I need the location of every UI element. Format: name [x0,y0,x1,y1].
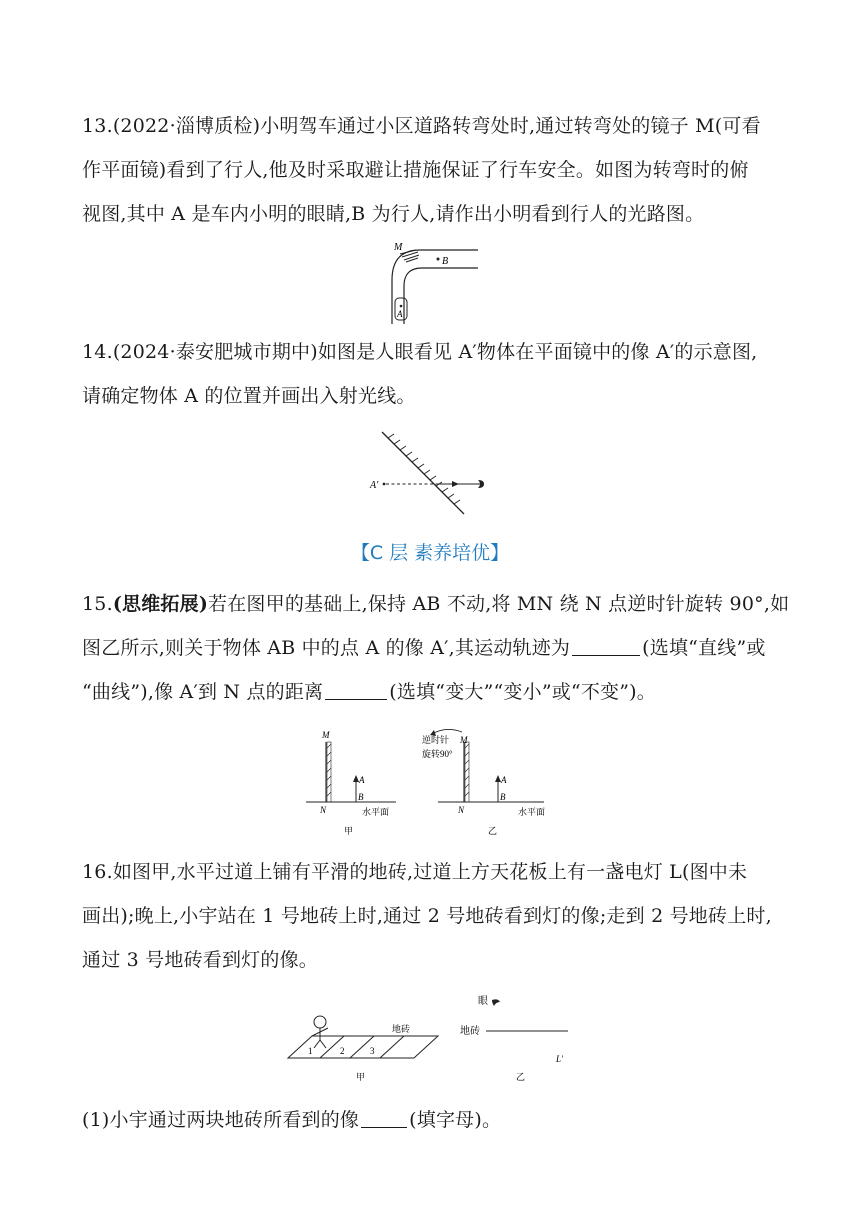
q13-line3: 视图,其中 A 是车内小明的眼睛,B 为行人,请作出小明看到行人的光路图。 [82,203,705,225]
q13-line1: 13.(2022·淄博质检)小明驾车通过小区道路转弯处时,通过转弯处的镜子 M(可看 [82,115,761,137]
q16-l-prime: L′ [556,1054,563,1064]
q15-right-a: A [501,775,507,785]
q16-tile-1: 1 [308,1046,313,1056]
q16-sub1-text-b: (填字母)。 [409,1109,502,1131]
q16-line3: 通过 3 号地砖看到灯的像。 [82,949,318,971]
q13-label-a: A [397,309,403,319]
q16-line1: 16.如图甲,水平过道上铺有平滑的地砖,过道上方天花板上有一盏电灯 L(图中未 [82,861,748,883]
question-14 [82,330,782,418]
q16-figure [284,992,574,1084]
q13-label-b: B [442,256,449,267]
q13-figure [380,240,480,325]
mirror-hatch [400,250,419,262]
q15-right-m: M [460,735,468,745]
q15-left-a: A [359,775,365,785]
q15-left-caption: 甲 [344,826,354,836]
q16-sub1 [82,1098,782,1142]
q15-line1-text: 若在图甲的基础上,保持 AB 不动,将 MN 绕 N 点逆时针旋转 90°,如 [208,593,790,615]
q15-left-m: M [322,730,330,740]
q15-line3-text-a: “曲线”),像 A′到 N 点的距离 [82,681,324,703]
q15-right-rotate-1: 逆时针 [422,735,450,745]
eye-icon [492,999,500,1006]
question-13 [82,104,782,236]
q16-eye-label: 眼 [478,996,488,1007]
person-icon [312,1016,328,1048]
q14-line1: 14.(2024·泰安肥城市期中)如图是人眼看见 A′物体在平面镜中的像 A′的示意图, [82,341,758,363]
q14-figure [370,428,490,520]
q16-sub1-text-a: (1)小宇通过两块地砖所看到的像 [82,1109,360,1131]
q16-sub1-blank[interactable] [361,1107,407,1128]
q15-line2-text-b: (选填“直线”或 [642,637,766,659]
q16-right-caption: 乙 [516,1072,526,1082]
q15-right-caption: 乙 [488,826,498,836]
q15-right-b: B [500,792,506,802]
question-16 [82,850,782,982]
q15-right-n: N [458,805,465,815]
q15-left-n: N [320,805,327,815]
question-15 [82,582,790,714]
q14-label-a-prime: A′ [370,480,379,491]
q16-left-caption: 甲 [356,1072,366,1082]
q15-line2 [82,626,782,670]
q15-line3-text-b: (选填“变大”“变小”或“不变”)。 [389,681,656,703]
q13-line2: 作平面镜)看到了行人,他及时采取避让措施保证了行车安全。如图为转弯时的俯 [82,159,749,181]
q15-number: 15. [82,593,113,615]
section-title: 【C 层 素养培优】 [350,542,510,564]
q15-line2-text-a: 图乙所示,则关于物体 AB 中的点 A 的像 A′,其运动轨迹为 [82,637,571,659]
q15-figure [300,726,570,838]
q16-sub1-line [82,1098,782,1142]
q16-left-tiles-label: 地砖 [392,1024,411,1034]
q15-line3 [82,670,782,714]
q16-tile-3: 3 [370,1046,375,1056]
q15-tag: (思维拓展) [112,593,209,615]
q13-label-m: M [394,242,403,253]
q15-left-b: B [358,792,364,802]
q15-right-rotate-2: 旋转90° [422,749,453,759]
q15-left-ground: 水平面 [362,807,390,817]
q16-line2: 画出);晚上,小宇站在 1 号地砖上时,通过 2 号地砖看到灯的像;走到 2 号地砖上时, [82,905,772,927]
q15-blank-trajectory[interactable] [572,635,640,656]
q15-right-ground: 水平面 [518,807,546,817]
q15-line1 [82,582,790,626]
q16-tile-2: 2 [340,1046,345,1056]
q14-line2: 请确定物体 A 的位置并画出入射光线。 [82,385,416,407]
q15-blank-distance[interactable] [325,679,387,700]
q16-right-tiles-label: 地砖 [460,1026,480,1037]
